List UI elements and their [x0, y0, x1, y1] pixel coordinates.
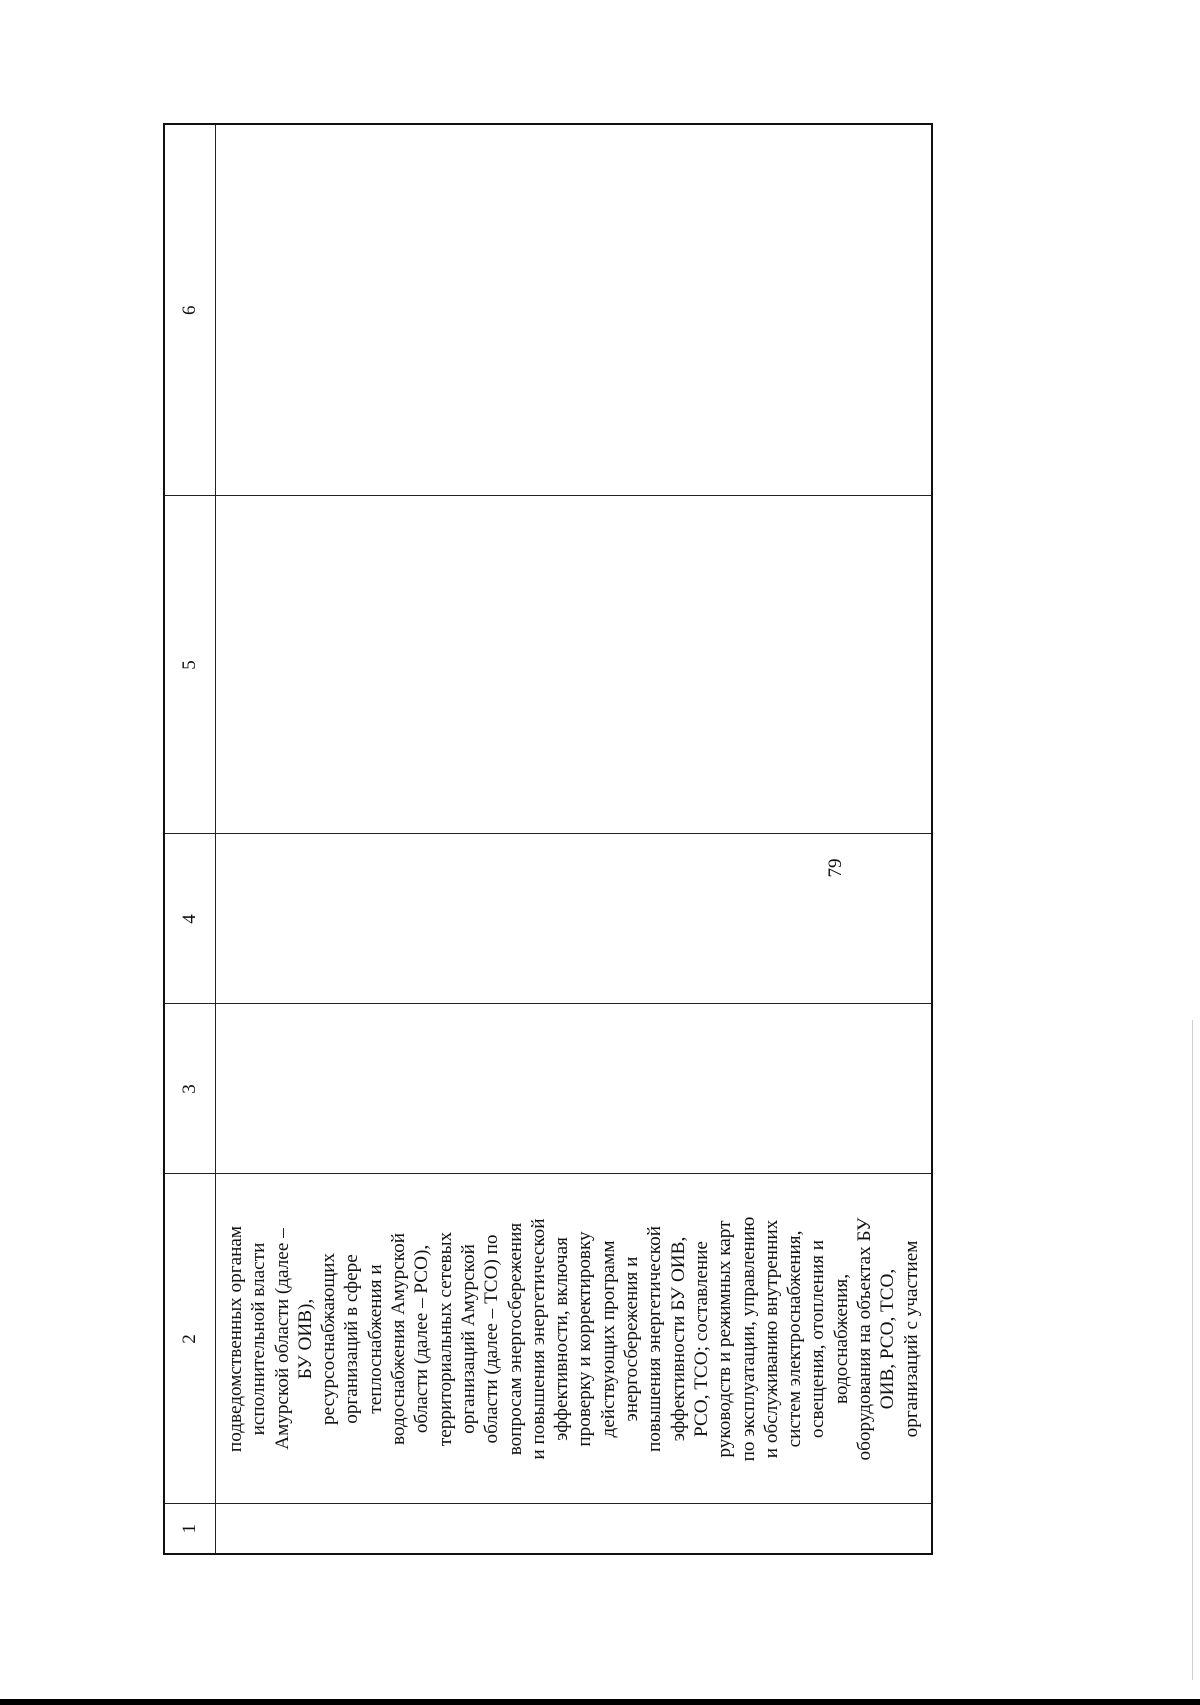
cell-col2-line: проверку и корректировку [574, 1231, 596, 1447]
cell-col2-line: водоснабжения, [830, 1273, 852, 1405]
cell-col3 [216, 1004, 933, 1174]
cell-col2-line: и обслуживанию внутренних [760, 1219, 782, 1459]
cell-col2-line: вопросам энергосбережения [504, 1222, 526, 1456]
cell-col2-line: подведомственных органам [225, 1225, 246, 1453]
column-header-4: 4 [164, 834, 216, 1004]
cell-col2-line: энергосбережения и [621, 1256, 643, 1422]
cell-col2-line: и повышения энергетической [527, 1218, 549, 1460]
scan-right-edge [1192, 1020, 1193, 1680]
cell-col2-line: исполнительной власти [248, 1242, 270, 1436]
cell-col2-line: водоснабжения Амурской [388, 1233, 410, 1445]
cell-col2-line: систем электроснабжения, [784, 1230, 806, 1448]
cell-col2-line: ресурсоснабжающих [318, 1253, 340, 1425]
cell-col2-line: организаций с участием [900, 1240, 922, 1438]
column-header-3: 3 [164, 1004, 216, 1174]
cell-col2-line: ОИВ, РСО, ТСО, [877, 1268, 899, 1410]
header-row [164, 124, 216, 1554]
table-wrapper [163, 125, 933, 1555]
cell-col2-line: организаций Амурской [457, 1244, 479, 1434]
column-header-2: 2 [164, 1174, 216, 1504]
cell-col2 [216, 1174, 933, 1504]
cell-col2-line: территориальных сетевых [434, 1231, 456, 1447]
cell-col2-line: области (далее – РСО), [411, 1244, 433, 1434]
cell-col2-line: БУ ОИВ), [294, 1298, 316, 1380]
cell-col4 [216, 834, 933, 1004]
cell-col2-line: эффективности, включая [551, 1237, 573, 1441]
cell-col2-line: повышения энергетической [644, 1225, 666, 1453]
column-header-1: 1 [164, 1504, 216, 1554]
table-row [216, 124, 933, 1554]
cell-col2-line: организаций в сфере [341, 1254, 363, 1424]
cell-col2-line: освещения, отопления и [807, 1239, 829, 1439]
cell-col2-line: по эксплуатации, управлению [737, 1216, 759, 1462]
cell-col2-line: Амурской области (далее – [271, 1228, 293, 1450]
cell-col2-line: действующих программ [597, 1240, 619, 1438]
cell-col6 [216, 124, 933, 496]
cell-col1 [216, 1504, 933, 1554]
cell-col2-text [216, 1175, 923, 1504]
cell-col2-line: оборудования на объектах БУ [854, 1217, 876, 1461]
page-number: 79 [825, 858, 846, 878]
column-header-6: 6 [164, 124, 216, 496]
scan-bottom-edge [0, 1699, 1200, 1705]
column-header-5: 5 [164, 496, 216, 834]
cell-col2-line: руководств и режимных карт [714, 1220, 736, 1458]
cell-col2-line: эффективности БУ ОИВ, [667, 1236, 689, 1442]
cell-col2-line: теплоснабжения и [364, 1264, 386, 1414]
cell-col2-line: РСО, ТСО; составление [690, 1241, 712, 1437]
data-table [163, 123, 933, 1555]
cell-col2-line: области (далее – ТСО) по [481, 1234, 503, 1444]
cell-col5 [216, 496, 933, 834]
